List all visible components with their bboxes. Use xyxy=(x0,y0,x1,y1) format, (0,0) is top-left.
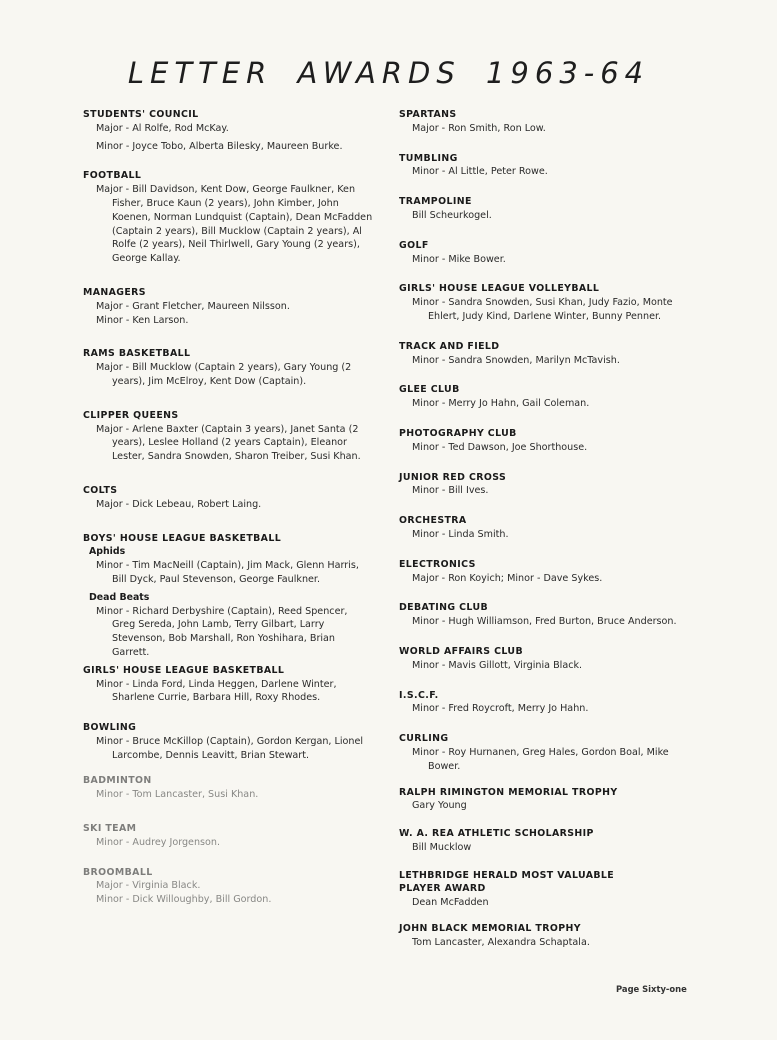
award-line: Major - Arlene Baxter (Captain 3 years), Janet Santa (2 years), Leslee Holland (2 years Captain), Eleanor Lester, Sandra Snowden, Sharon Treiber, Susi Khan. xyxy=(96,423,361,463)
award-line: Bill Mucklow xyxy=(412,841,472,853)
award-section xyxy=(83,664,373,705)
award-section xyxy=(83,409,373,464)
team-subheading: Aphids xyxy=(89,546,126,558)
section-heading: COLTS xyxy=(83,484,118,496)
award-line: Minor - Linda Ford, Linda Heggen, Darlene Winter, Sharlene Currie, Barbara Hill, Roxy Rhodes. xyxy=(96,678,337,704)
section-heading: GIRLS' HOUSE LEAGUE BASKETBALL xyxy=(83,664,285,676)
award-section xyxy=(399,827,699,855)
award-section xyxy=(83,484,373,512)
section-heading: GLEE CLUB xyxy=(399,384,460,396)
section-heading: RAMS BASKETBALL xyxy=(83,348,191,360)
award-section xyxy=(399,195,699,223)
section-heading: TUMBLING xyxy=(399,152,458,164)
award-line: Minor - Ted Dawson, Joe Shorthouse. xyxy=(412,441,588,453)
award-line: Minor - Fred Roycroft, Merry Jo Hahn. xyxy=(412,703,589,715)
award-line: Major - Virginia Black. xyxy=(96,880,201,892)
award-section xyxy=(399,558,699,586)
team-subheading: Dead Beats xyxy=(89,591,150,603)
award-section xyxy=(399,383,699,411)
award-section xyxy=(399,152,699,180)
section-heading: GOLF xyxy=(399,239,429,251)
section-heading: FOOTBALL xyxy=(83,170,142,182)
award-line: Bill Scheurkogel. xyxy=(412,209,492,221)
award-line: Major - Ron Koyich; Minor - Dave Sykes. xyxy=(412,572,603,584)
section-heading: TRACK AND FIELD xyxy=(399,340,500,352)
award-line: Minor - Bruce McKillop (Captain), Gordon Kergan, Lionel Larcombe, Dennis Leavitt, Brian Stewart. xyxy=(96,735,364,761)
section-heading: I.S.C.F. xyxy=(399,689,439,701)
section-heading: LETHBRIDGE HERALD MOST VALUABLE PLAYER AWARD xyxy=(399,869,615,895)
award-section xyxy=(83,286,373,327)
section-heading: ELECTRONICS xyxy=(399,558,476,570)
award-line: Minor - Joyce Tobo, Alberta Bilesky, Maureen Burke. xyxy=(96,140,343,152)
left-column xyxy=(83,108,373,907)
section-heading: W. A. REA ATHLETIC SCHOLARSHIP xyxy=(399,828,594,840)
award-line: Minor - Merry Jo Hahn, Gail Coleman. xyxy=(412,398,590,410)
award-section xyxy=(83,532,373,660)
award-section xyxy=(399,786,699,814)
award-line: Major - Dick Lebeau, Robert Laing. xyxy=(96,498,262,510)
page-number: Page Sixty-one xyxy=(616,984,687,994)
award-section xyxy=(399,471,699,499)
award-line: Major - Ron Smith, Ron Low. xyxy=(412,122,546,134)
award-line: Dean McFadden xyxy=(412,897,489,909)
section-heading: SPARTANS xyxy=(399,109,457,120)
award-section xyxy=(399,601,699,629)
section-heading: PHOTOGRAPHY CLUB xyxy=(399,427,517,439)
award-line: Tom Lancaster, Alexandra Schaptala. xyxy=(412,936,590,948)
award-line: Minor - Hugh Williamson, Fred Burton, Bruce Anderson. xyxy=(412,616,677,628)
section-heading: STUDENTS' COUNCIL xyxy=(83,109,199,120)
section-heading: BOYS' HOUSE LEAGUE BASKETBALL xyxy=(83,532,282,544)
award-line: Minor - Audrey Jorgenson. xyxy=(96,836,221,848)
award-line: Major - Bill Davidson, Kent Dow, George Faulkner, Ken Fisher, Bruce Kaun (2 years), John Kimber, John Koenen, Norman Lundquist (Captain), Dean McFadden (Captain 2 years), Bill Mucklow (Captain 2 years), Al Rolfe (2 years), Neil Thirlwell, Gary Young (2 years), George Kallay. xyxy=(96,184,373,265)
section-heading: MANAGERS xyxy=(83,286,146,298)
award-section xyxy=(399,645,699,673)
award-section xyxy=(399,922,699,950)
award-section xyxy=(83,347,373,388)
section-heading: BADMINTON xyxy=(83,775,152,787)
award-section xyxy=(83,822,373,850)
section-heading: CURLING xyxy=(399,733,449,745)
award-section xyxy=(399,869,699,910)
section-heading: GIRLS' HOUSE LEAGUE VOLLEYBALL xyxy=(399,283,600,295)
award-line: Minor - Linda Smith. xyxy=(412,528,509,540)
award-line: Minor - Dick Willoughby, Bill Gordon. xyxy=(96,894,272,906)
award-section xyxy=(399,108,699,136)
award-line: Minor - Ken Larson. xyxy=(96,314,189,326)
award-line: Minor - Al Little, Peter Rowe. xyxy=(412,166,548,178)
award-section xyxy=(83,721,373,762)
award-section xyxy=(399,427,699,455)
section-heading: BOWLING xyxy=(83,722,137,734)
award-line: Minor - Roy Hurnanen, Greg Hales, Gordon Boal, Mike Bower. xyxy=(412,746,669,772)
award-line: Minor - Sandra Snowden, Marilyn McTavish. xyxy=(412,354,620,366)
award-line: Minor - Mike Bower. xyxy=(412,253,506,265)
award-section xyxy=(399,239,699,267)
section-heading: JOHN BLACK MEMORIAL TROPHY xyxy=(399,923,581,935)
section-heading: CLIPPER QUEENS xyxy=(83,409,179,421)
section-heading: WORLD AFFAIRS CLUB xyxy=(399,645,523,657)
award-section xyxy=(399,732,699,773)
award-section xyxy=(83,866,373,907)
right-column xyxy=(399,108,699,950)
section-heading: BROOMBALL xyxy=(83,866,153,878)
award-section xyxy=(399,689,699,717)
award-line: Minor - Bill Ives. xyxy=(412,485,489,497)
section-heading: DEBATING CLUB xyxy=(399,602,489,614)
award-line: Minor - Tim MacNeill (Captain), Jim Mack, Glenn Harris, Bill Dyck, Paul Stevenson, George Faulkner. xyxy=(96,560,359,585)
page-title: LETTER AWARDS 1963-64 xyxy=(127,56,650,90)
award-line: Minor - Sandra Snowden, Susi Khan, Judy Fazio, Monte Ehlert, Judy Kind, Darlene Winter, Bunny Penner. xyxy=(412,297,673,322)
award-section xyxy=(83,774,373,802)
award-section xyxy=(83,169,373,266)
award-section xyxy=(399,514,699,542)
award-line: Major - Grant Fletcher, Maureen Nilsson. xyxy=(96,300,290,312)
award-line: Gary Young xyxy=(412,800,467,812)
section-heading: TRAMPOLINE xyxy=(399,196,472,208)
section-heading: RALPH RIMINGTON MEMORIAL TROPHY xyxy=(399,786,618,798)
award-section xyxy=(83,108,373,153)
award-line: Minor - Richard Derbyshire (Captain), Reed Spencer, Greg Sereda, John Lamb, Terry Gilbart, Larry Stevenson, Bob Marshall, Ron Yoshihara, Brian Garrett. xyxy=(96,605,348,658)
award-section xyxy=(399,340,699,368)
section-heading: JUNIOR RED CROSS xyxy=(399,471,507,483)
award-line: Major - Al Rolfe, Rod McKay. xyxy=(96,122,229,134)
award-line: Minor - Mavis Gillott, Virginia Black. xyxy=(412,659,583,671)
award-line: Major - Bill Mucklow (Captain 2 years), Gary Young (2 years), Jim McElroy, Kent Dow (Captain). xyxy=(96,362,352,387)
section-heading: ORCHESTRA xyxy=(399,515,467,527)
award-line: Minor - Tom Lancaster, Susi Khan. xyxy=(96,789,259,801)
section-heading: SKI TEAM xyxy=(83,823,137,835)
award-section xyxy=(399,282,699,323)
